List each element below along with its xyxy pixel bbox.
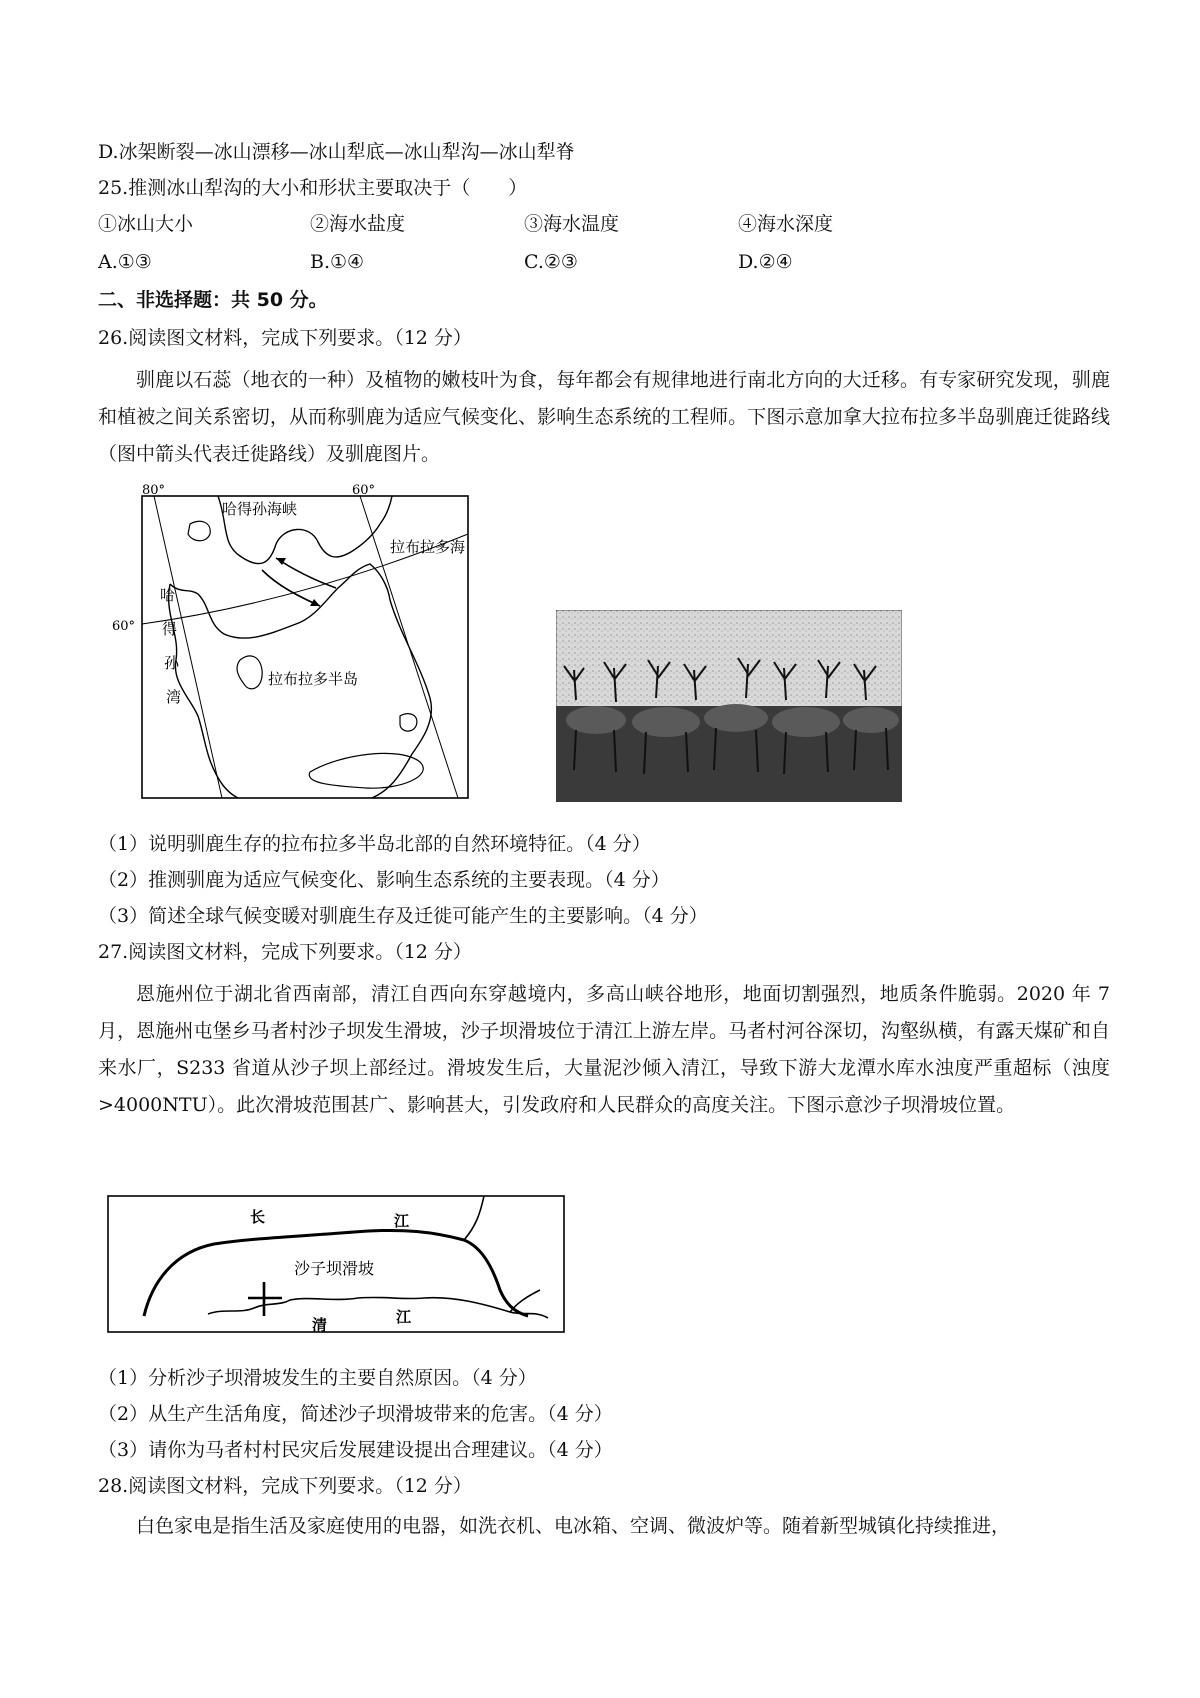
peninsula-label: 拉布拉多半岛 [268,670,359,688]
qing-label: 清 [312,1316,328,1334]
q28-material: 白色家电是指生活及家庭使用的电器，如洗衣机、电冰箱、空调、微波炉等。随着新型城镇化持续推进， [136,1515,1011,1537]
q24-option-d: D.冰架断裂—冰山漂移—冰山犁底—冰山犁沟—冰山犁脊 [98,141,575,163]
bay-label-1: 哈 [160,586,176,604]
q25-choice-d: D.②④ [738,251,793,273]
q25-item-2: ②海水盐度 [310,213,406,235]
q25-item-1: ①冰山大小 [98,213,194,235]
q27-question-3: （3）请你为马者村村民灾后发展建设提出合理建议。（4 分） [98,1439,613,1461]
reindeer-photo [556,610,902,802]
q26-question-3: （3）简述全球气候变暖对驯鹿生存及迁徙可能产生的主要影响。（4 分） [98,905,708,927]
q25-choice-b: B.①④ [310,251,365,273]
lon-80-label: 80° [142,484,166,498]
q26-question-2: （2）推测驯鹿为适应气候变化、影响生态系统的主要表现。（4 分） [98,869,670,891]
q25-choice-a: A.①③ [98,251,152,273]
lat-60-label: 60° [112,619,136,634]
q26-stem: 26.阅读图文材料，完成下列要求。（12 分） [98,327,472,349]
chang-label: 长 [250,1208,266,1226]
q25-item-4: ④海水深度 [738,213,834,235]
q27-material: 恩施州位于湖北省西南部，清江自西向东穿越境内，多高山峡谷地形，地面切割强烈，地质条件脆弱。2020 年 7 月，恩施州屯堡乡马者村沙子坝发生滑坡，沙子坝滑坡位于清江上游左岸。马者村河谷深切，沟壑纵横，有露天煤矿和自来水厂，S233 省道从沙子坝上部经过。滑坡发生后，大量泥沙倾入清江，导致下游大龙潭水库水浊度严重超标（浊度>4000NTU）。此次滑坡范围甚广、影响甚大，引发政府和人民群众的高度关注。下图示意沙子坝滑坡位置。 [98,983,1110,1116]
q25-stem: 25.推测冰山犁沟的大小和形状主要取决于（ ） [98,177,528,199]
q27-question-1: （1）分析沙子坝滑坡发生的主要自然原因。（4 分） [98,1367,537,1389]
jiang-label-1: 江 [394,1212,410,1230]
bay-label-2: 得 [162,620,178,638]
landslide-map [104,1186,568,1336]
strait-label: 哈得孙海峡 [222,500,298,518]
section2-title: 二、非选择题：共 50 分。 [98,289,328,311]
q28-stem: 28.阅读图文材料，完成下列要求。（12 分） [98,1475,472,1497]
bay-label-3: 孙 [164,654,180,672]
bay-label-4: 湾 [166,688,182,706]
lon-60-label: 60° [352,484,376,498]
landslide-label: 沙子坝滑坡 [294,1259,375,1278]
sea-label: 拉布拉多海 [390,538,466,556]
labrador-map [100,484,498,814]
q27-stem: 27.阅读图文材料，完成下列要求。（12 分） [98,941,472,963]
q26-material: 驯鹿以石蕊（地衣的一种）及植物的嫩枝叶为食，每年都会有规律地进行南北方向的大迁移。有专家研究发现，驯鹿和植被之间关系密切，从而称驯鹿为适应气候变化、影响生态系统的工程师。下图示意加拿大拉布拉多半岛驯鹿迁徙路线（图中箭头代表迁徙路线）及驯鹿图片。 [98,369,1110,465]
jiang-label-2: 江 [396,1308,412,1326]
q27-question-2: （2）从生产生活角度，简述沙子坝滑坡带来的危害。（4 分） [98,1403,613,1425]
q25-item-3: ③海水温度 [524,213,620,235]
q25-choice-c: C.②③ [524,251,578,273]
q26-question-1: （1）说明驯鹿生存的拉布拉多半岛北部的自然环境特征。（4 分） [98,833,651,855]
